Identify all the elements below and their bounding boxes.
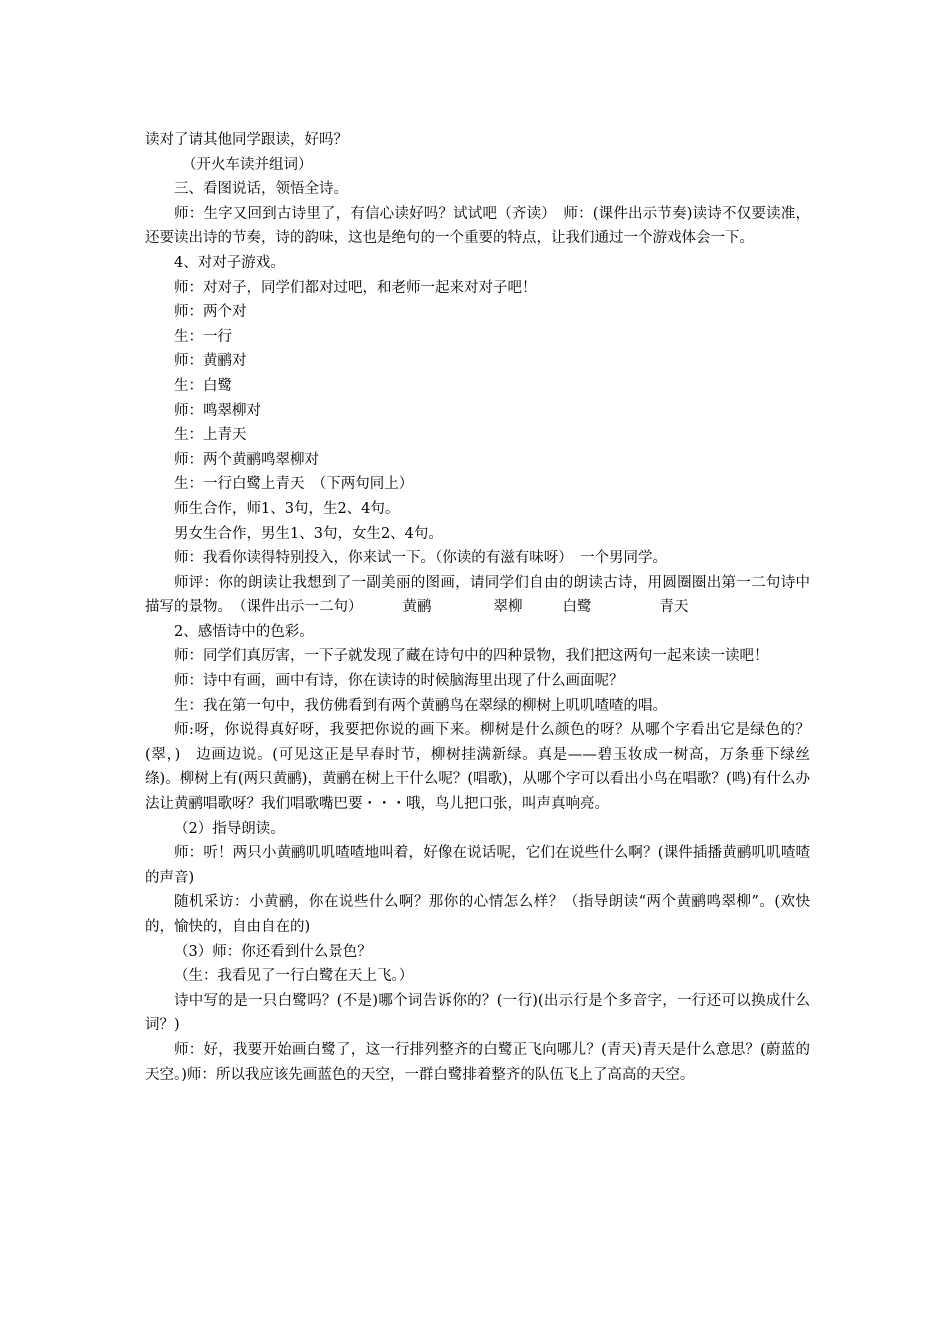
section-heading: （2）指导朗读。 xyxy=(174,820,285,837)
paragraph: 诗中写的是一只白鹭吗？(不是)哪个词告诉你的？(一行)(出示行是个多音字，一行还可以换成什么词？) xyxy=(145,992,810,1034)
section-heading: 2、感悟诗中的色彩。 xyxy=(174,623,314,640)
paragraph: 读对了请其他同学跟读，好吗？ xyxy=(145,132,348,148)
dialogue-line: 师：鸣翠柳对 xyxy=(174,402,261,419)
paragraph: 师：听！两只小黄鹂叽叽喳喳地叫着，好像在说话呢，它们在说些什么啊？(课件插播黄鹂叽叽喳喳的声音) xyxy=(145,845,810,886)
paragraph: 随机采访：小黄鹂，你在说些什么啊？那你的心情怎么样？（指导朗读“两个黄鹂鸣翠柳”。(欢快的，愉快的，自由自在的) xyxy=(145,894,810,935)
dialogue-line: 生：白鹭 xyxy=(174,377,232,394)
paragraph: 师：对对子，同学们都对过吧，和老师一起来对对子吧！ xyxy=(174,279,537,296)
scenery-word: 青天 xyxy=(659,599,689,616)
paragraph-scenery xyxy=(145,571,810,620)
scenery-word: 翠柳 xyxy=(493,599,523,616)
paragraph: 师生合作，师1、3句，生2、4句。 xyxy=(174,500,400,517)
scenery-intro: 师评：你的朗读让我想到了一副美丽的图画，请同学们自由的朗读古诗，用圆圈圈出第一二句诗中描写的景物。 （课件出示一二句） xyxy=(145,574,810,616)
dialogue-line: 生：一行 xyxy=(174,328,232,345)
paragraph: （生：我看见了一行白鹭在天上飞。） xyxy=(174,968,414,985)
paragraph: 师：好，我要开始画白鹭了，这一行排列整齐的白鹭正飞向哪儿？(青天)青天是什么意思？(蔚蓝的天空。)师：所以我应该先画蓝色的天空，一群白鹭排着整齐的队伍飞上了高高的天空。 xyxy=(145,1041,810,1083)
dialogue-line: 师：两个黄鹂鸣翠柳对 xyxy=(174,451,319,468)
scenery-word: 黄鹂 xyxy=(402,599,432,616)
paragraph: （3）师：你还看到什么景色？ xyxy=(174,943,372,960)
scenery-word: 白鹭 xyxy=(562,599,592,616)
paragraph: 师:呀，你说得真好呀，我要把你说的画下来。柳树是什么颜色的呀？从哪个字看出它是绿色的？(翠，) 边画边说。(可见这正是早春时节，柳树挂满新绿。真是——碧玉妆成一树高，万条垂下绿丝绦)。柳树上有(两只黄鹂)，黄鹂在树上干什么呢？(唱歌)，从哪个字可以看出小鸟在唱歌？(鸣)有什么办法让黄鹂唱歌呀？我们唱歌嘴巴要・・・哦，鸟儿把口张，叫声真响亮。 xyxy=(145,722,810,813)
dialogue-line: 生：上青天 xyxy=(174,427,247,444)
section-heading: 4、对对子游戏。 xyxy=(174,254,285,271)
document-page xyxy=(145,128,810,1087)
paragraph: 师：生字又回到古诗里了，有信心读好吗？试试吧（齐读） 师：(课件出示节奏)读诗不仅要读准，还要读出诗的节奏，诗的韵味，这也是绝句的一个重要的特点，让我们通过一个游戏体会一下。 xyxy=(145,205,810,247)
paragraph: （开火车读并组词） xyxy=(182,156,313,173)
section-heading: 三、看图说话，领悟全诗。 xyxy=(174,181,348,198)
paragraph: 男女生合作，男生1、3句，女生2、4句。 xyxy=(174,525,443,542)
dialogue-line: 生：一行白鹭上青天 （下两句同上） xyxy=(174,476,414,493)
paragraph: 生：我在第一句中，我仿佛看到有两个黄鹂鸟在翠绿的柳树上叽叽喳喳的唱。 xyxy=(174,697,667,714)
paragraph: 师：同学们真厉害，一下子就发现了藏在诗句中的四种景物，我们把这两句一起来读一读吧！ xyxy=(174,648,769,665)
paragraph: 师：我看你读得特别投入，你来试一下。（你读的有滋有味呀） 一个男同学。 xyxy=(174,550,667,567)
paragraph: 师：诗中有画，画中有诗，你在读诗的时候脑海里出现了什么画面呢？ xyxy=(174,673,624,690)
dialogue-line: 师：黄鹂对 xyxy=(174,353,247,370)
dialogue-line: 师：两个对 xyxy=(174,304,247,321)
